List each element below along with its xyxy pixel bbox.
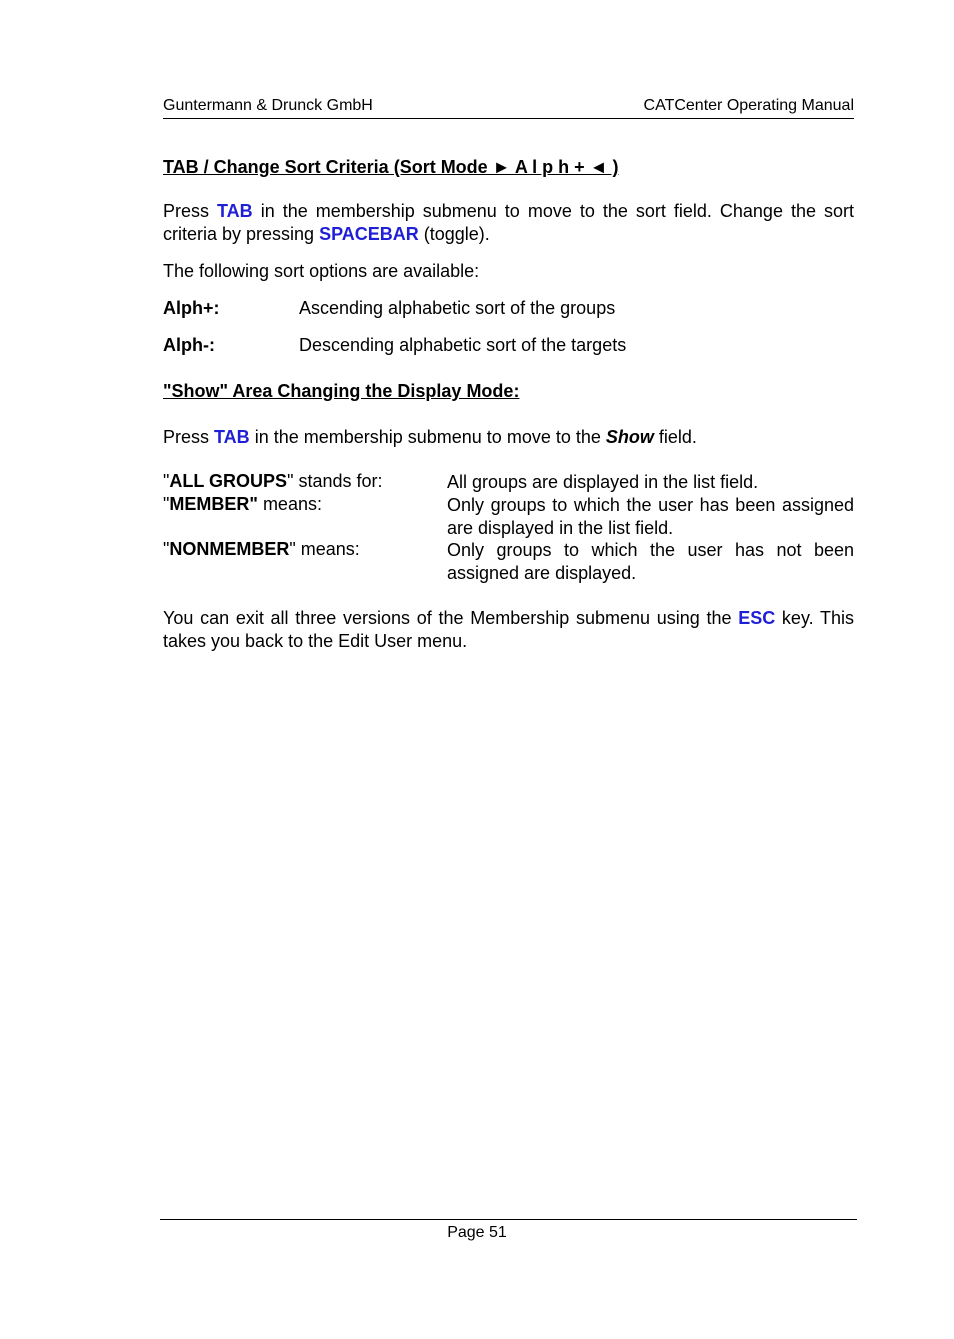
def-term-all-groups: "ALL GROUPS" stands for:	[163, 471, 383, 491]
key-tab: TAB	[214, 427, 250, 447]
header-company: Guntermann & Drunck GmbH	[163, 97, 373, 114]
paragraph-show-instructions: Press TAB in the membership submenu to move to the Show field.	[163, 427, 697, 447]
option-desc-alph-minus: Descending alphabetic sort of the targets	[299, 335, 627, 355]
paragraph-sort-instructions: Press TAB in the membership submenu to move to the sort field. Change the sort criteria by pressing SPACEBAR (toggle).	[163, 201, 854, 244]
def-desc-member: Only groups to which the user has been assigned are displayed in the list field.	[447, 495, 854, 538]
page-header	[163, 97, 854, 119]
show-field-name: Show	[605, 427, 654, 447]
section-heading-show: "Show" Area Changing the Display Mode:	[163, 381, 520, 401]
footer-divider	[160, 1219, 857, 1220]
key-esc: ESC	[738, 608, 776, 628]
key-spacebar: SPACEBAR	[319, 223, 419, 244]
section-heading-sort: TAB / Change Sort Criteria (Sort Mode ► A l p h + ◄ )	[163, 157, 619, 177]
page-number: Page 51	[447, 1224, 507, 1241]
paragraph-exit-instructions: You can exit all three versions of the Membership submenu using the ESC key. This takes you back to the Edit User menu.	[163, 608, 855, 651]
def-desc-all-groups: All groups are displayed in the list field.	[447, 472, 759, 492]
def-term-nonmember: "NONMEMBER" means:	[163, 539, 360, 559]
header-manual-title: CATCenter Operating Manual	[643, 97, 854, 114]
def-desc-nonmember: Only groups to which the user has not been assigned are displayed.	[447, 540, 854, 583]
option-label-alph-plus: Alph+:	[163, 298, 220, 318]
key-tab: TAB	[217, 201, 253, 221]
option-label-alph-minus: Alph-:	[163, 335, 215, 355]
def-term-member: "MEMBER" means:	[163, 494, 322, 514]
paragraph-sort-options-intro: The following sort options are available:	[163, 261, 480, 281]
option-desc-alph-plus: Ascending alphabetic sort of the groups	[299, 298, 616, 318]
